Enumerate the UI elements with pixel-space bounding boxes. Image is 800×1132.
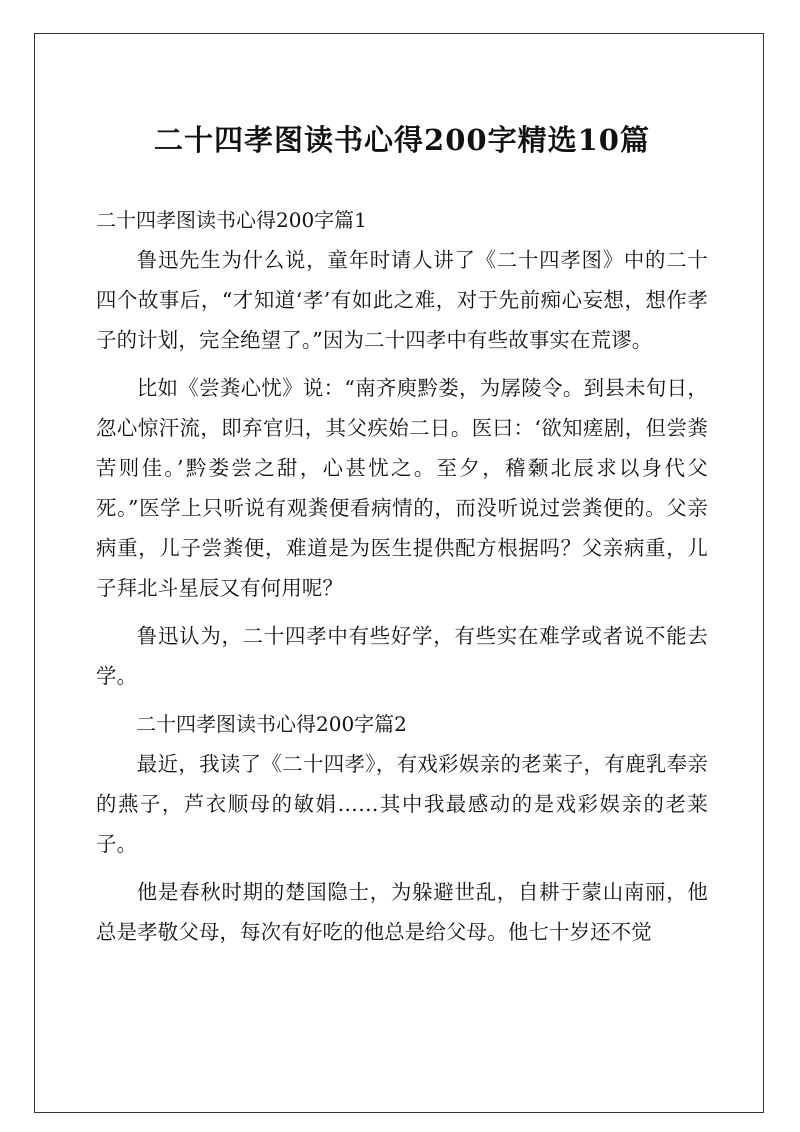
document-title: 二十四孝图读书心得200字精选10篇: [154, 123, 650, 157]
paragraph: 比如《尝粪心忧》说：“南齐庾黔娄，为孱陵令。到县未旬日，忽心惊汗流，即弃官归，其父疾始二日。医曰：‘欲知瘥剧，但尝粪苦则佳。’黔娄尝之甜，心甚忧之。至夕，稽颡北辰求以身代父死。”医学上只听说有观粪便看病情的，而没听说过尝粪便的。父亲病重，儿子尝粪便，难道是为医生提供配方根据吗？父亲病重，儿子拜北斗星辰又有何用呢？: [96, 375, 708, 600]
paragraph: 鲁迅认为，二十四孝中有些好学，有些实在难学或者说不能去学。: [96, 623, 708, 688]
paragraph: 他是春秋时期的楚国隐士，为躲避世乱，自耕于蒙山南丽，他总是孝敬父母，每次有好吃的他总是给父母。他七十岁还不觉: [96, 879, 708, 944]
section-heading-1: 二十四孝图读书心得200字篇1: [96, 207, 367, 232]
section-heading-2: 二十四孝图读书心得200字篇2: [136, 711, 407, 736]
paragraph: 鲁迅先生为什么说，童年时请人讲了《二十四孝图》中的二十四个故事后，“才知道‘孝’有如此之难，对于先前痴心妄想，想作孝子的计划，完全绝望了。”因为二十四孝中有些故事实在荒谬。: [96, 247, 708, 352]
document-body: [96, 122, 708, 960]
paragraph: 最近，我读了《二十四孝》，有戏彩娱亲的老莱子，有鹿乳奉亲的燕子，芦衣顺母的敏娟……其中我最感动的是戏彩娱亲的老莱子。: [96, 751, 708, 856]
